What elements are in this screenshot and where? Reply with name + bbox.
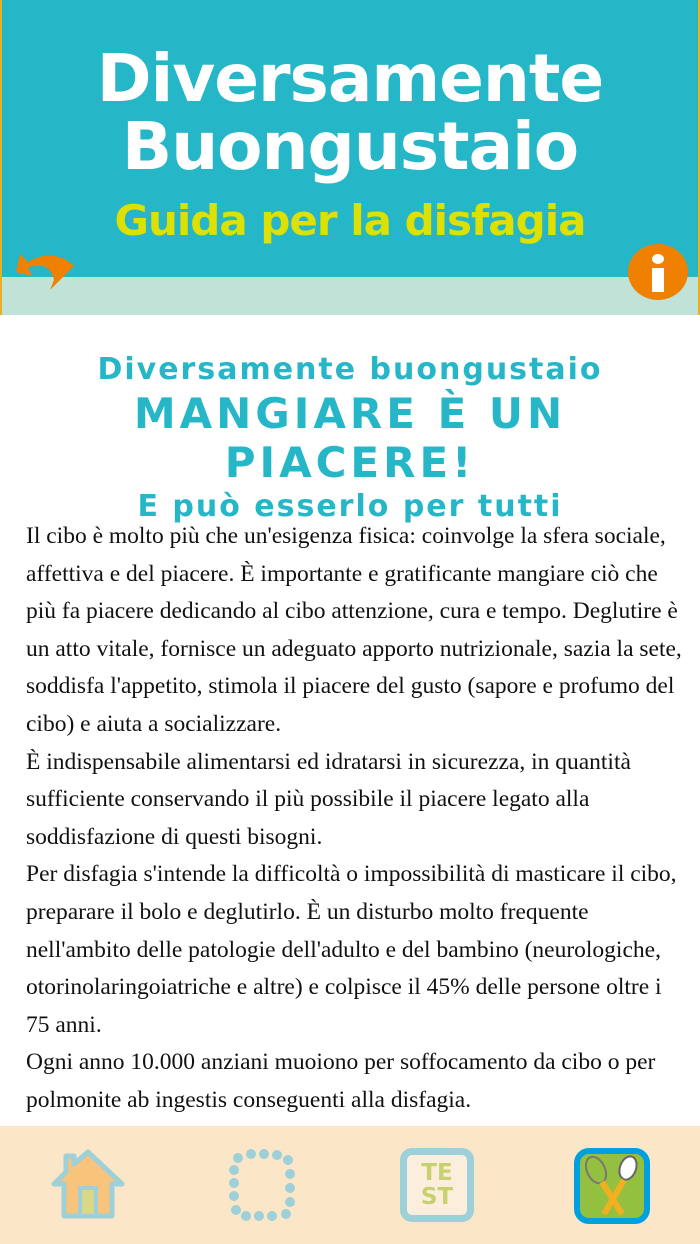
- heading-3: E può esserlo per tutti: [137, 489, 563, 524]
- app-header: [0, 0, 700, 315]
- app-title-line1: Diversamente: [96, 40, 604, 117]
- paragraph: Il cibo è molto più che un'esigenza fisica: coinvolge la sfera sociale, affettiva e del piacere. È importante e gratificante mangiare ciò che più fa piacere dedicando al cibo attenzione, cura e tempo. Deglutire è un atto vitale, fornisce un adeguato apporto nutrizionale, sazia la sete, soddisfa l'appetito, stimola il piacere del gusto (sapore e profumo del cibo) e aiuta a socializzare.: [26, 523, 682, 737]
- test-icon: [400, 1148, 474, 1222]
- paragraph: È indispensabile alimentarsi ed idratarsi in sicurezza, in quantità sufficiente conservando il più possibile il piacere legato alla soddisfazione di questi bisogni.: [26, 748, 631, 850]
- heading-1: Diversamente buongustaio: [97, 352, 603, 387]
- intro-headings: [0, 352, 700, 524]
- back-button[interactable]: [14, 250, 76, 296]
- home-icon: [50, 1148, 126, 1220]
- app-title-line2: Buongustaio: [121, 108, 579, 185]
- bottom-nav: [0, 1126, 700, 1244]
- nav-home[interactable]: [50, 1148, 126, 1224]
- back-arrow-icon: [14, 250, 76, 292]
- content-text: [26, 518, 686, 1120]
- nav-frame[interactable]: [224, 1148, 300, 1226]
- paragraph: Ogni anno 10.000 anziani muoiono per soffocamento da cibo o per polmonite ab ingestis conseguenti alla disfagia.: [26, 1049, 656, 1113]
- heading-2: MANGIARE È UN PIACERE!: [133, 389, 567, 487]
- nav-recipes[interactable]: [574, 1148, 650, 1228]
- dotted-frame-icon: [224, 1148, 300, 1222]
- test-label: TEST: [420, 1160, 454, 1210]
- whisk-spoon-icon: [574, 1148, 650, 1224]
- paragraph: Per disfagia s'intende la difficoltà o impossibilità di masticare il cibo, preparare il bolo e deglutirlo. È un disturbo molto frequente nell'ambito delle patologie dell'adulto e del bambino (neurologiche, otorinolaringoiatriche e altre) e colpisce il 45% delle persone oltre i 75 anni.: [26, 861, 677, 1038]
- app-subtitle: Guida per la disfagia: [114, 196, 586, 245]
- info-button[interactable]: [628, 244, 688, 300]
- nav-test[interactable]: [400, 1148, 474, 1222]
- header-banner: [2, 0, 698, 277]
